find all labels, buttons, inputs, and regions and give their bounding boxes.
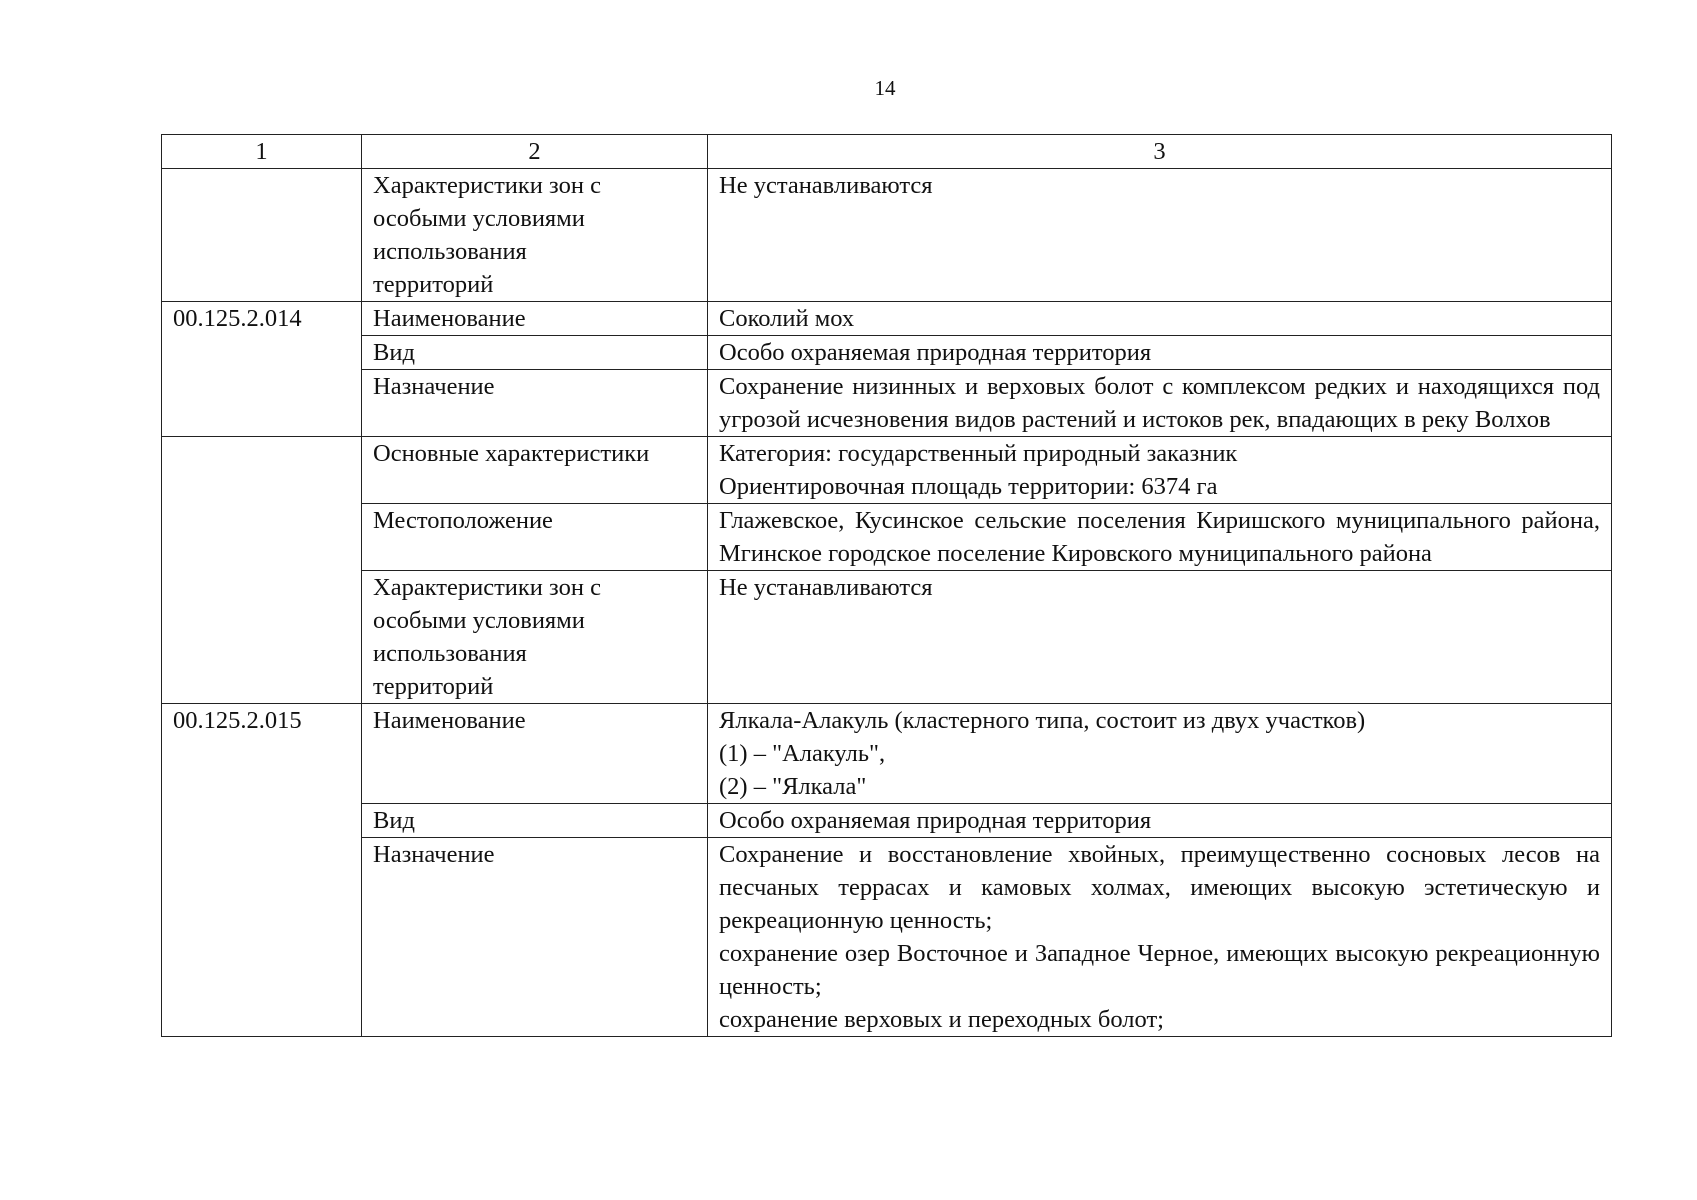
object-code-cell [162, 571, 362, 704]
table-row [162, 370, 1612, 437]
value-line: Категория: государственный природный заказник [719, 440, 1238, 467]
object-code-cell: 00.125.2.015 [162, 704, 362, 804]
field-name-cell: Наименование [362, 302, 708, 336]
field-name-cell: Назначение [362, 370, 708, 437]
object-code-cell [162, 370, 362, 437]
table-row [162, 437, 1612, 504]
object-code-cell [162, 838, 362, 1037]
column-header-2: 2 [362, 135, 708, 169]
table-row [162, 336, 1612, 370]
field-name-cell: Местоположение [362, 504, 708, 571]
table-row [162, 169, 1612, 302]
regulation-table [161, 134, 1612, 1037]
field-name-cell: Назначение [362, 838, 708, 1037]
value-line: Ориентировочная площадь территории: 6374 га [719, 473, 1218, 500]
field-name-cell: Характеристики зон с особыми условиями использования территорий [362, 571, 708, 704]
value-line: Ялкала-Алакуль (кластерного типа, состоит из двух участков) [719, 707, 1366, 734]
column-header-3: 3 [708, 135, 1612, 169]
value-line: сохранение озер Восточное и Западное Черное, имеющих высокую рекреационную ценность; [719, 940, 1600, 1000]
table-row [162, 704, 1612, 804]
field-name-cell: Вид [362, 804, 708, 838]
field-value-cell: Не устанавливаются [708, 169, 1612, 302]
table-row [162, 571, 1612, 704]
value-line: сохранение верховых и переходных болот; [719, 1006, 1164, 1033]
field-value-cell: Сохранение низинных и верховых болот с комплексом редких и находящихся под угрозой исчезновения видов растений и истоков рек, впадающих в реку Волхов [708, 370, 1612, 437]
value-line: Сохранение и восстановление хвойных, преимущественно сосновых лесов на песчаных террасах и камовых холмах, имеющих высокую эстетическую и рекреационную ценность; [719, 841, 1600, 934]
field-value-cell: Соколий мох [708, 302, 1612, 336]
field-value-cell: Не устанавливаются [708, 571, 1612, 704]
object-code-cell [162, 504, 362, 571]
field-name-cell: Вид [362, 336, 708, 370]
column-header-1: 1 [162, 135, 362, 169]
table-header-row [162, 135, 1612, 169]
object-code-cell [162, 336, 362, 370]
table-row [162, 804, 1612, 838]
object-code-cell [162, 169, 362, 302]
object-code-cell: 00.125.2.014 [162, 302, 362, 336]
field-value-cell: Особо охраняемая природная территория [708, 804, 1612, 838]
field-value-cell [708, 437, 1612, 504]
field-value-cell: Глажевское, Кусинское сельские поселения Киришского муниципального района, Мгинское городское поселение Кировского муниципального района [708, 504, 1612, 571]
page-number: 14 [874, 76, 896, 100]
field-name-cell: Наименование [362, 704, 708, 804]
object-code-cell [162, 437, 362, 504]
value-line: (2) – "Ялкала" [719, 773, 867, 800]
object-code-cell [162, 804, 362, 838]
table-row [162, 838, 1612, 1037]
value-line: (1) – "Алакуль", [719, 740, 886, 767]
field-value-cell [708, 704, 1612, 804]
table-row [162, 302, 1612, 336]
field-name-cell: Характеристики зон с особыми условиями использования территорий [362, 169, 708, 302]
field-name-cell: Основные характеристики [362, 437, 708, 504]
table-row [162, 504, 1612, 571]
field-value-cell [708, 838, 1612, 1037]
field-value-cell: Особо охраняемая природная территория [708, 336, 1612, 370]
